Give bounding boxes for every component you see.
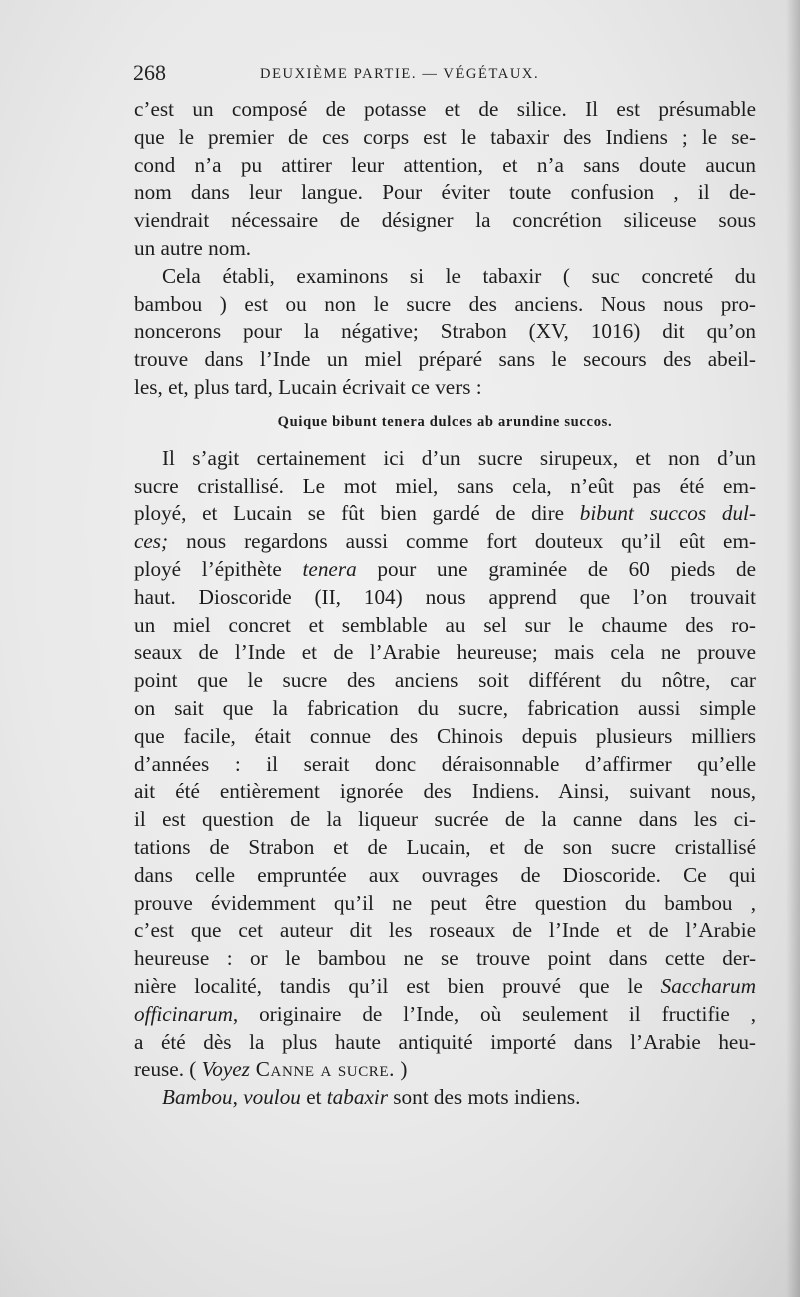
text-run: ) xyxy=(395,1057,408,1082)
italic-text: ces; xyxy=(134,529,169,554)
text-run: sont des mots indiens. xyxy=(388,1085,581,1110)
italic-text: Bambou xyxy=(162,1085,233,1110)
text-run: , xyxy=(232,1085,244,1110)
text-line: dans celle empruntée aux ouvrages de Dioscoride. Ce qui xyxy=(134,862,756,887)
text-line xyxy=(134,1084,756,1112)
text-line: sucre cristallisé. Le mot miel, sans cela, n’eût pas été em- xyxy=(134,473,756,498)
text-run: reuse. ( xyxy=(134,1057,202,1082)
paragraph-3 xyxy=(134,445,756,1084)
text-run: et xyxy=(300,1085,327,1110)
text-line: que le premier de ces corps est le tabaxir des Indiens ; le se- xyxy=(134,124,756,149)
text-line: cond n’a pu attirer leur attention, et n’a sans doute aucun xyxy=(134,152,756,177)
text-line: ait été entièrement ignorée des Indiens. Ainsi, suivant nous, xyxy=(134,779,756,804)
text-line: trouve dans l’Inde un miel préparé sans le secours des abeil- xyxy=(134,347,756,372)
text-line: que facile, était connue des Chinois depuis plusieurs milliers xyxy=(134,723,756,748)
text-line: c’est un composé de potasse et de silice. Il est présumable xyxy=(134,97,756,121)
text-line: a été dès la plus haute antiquité importé dans l’Arabie heu- xyxy=(134,1029,756,1054)
italic-text: voulou xyxy=(243,1085,301,1110)
text-line xyxy=(134,973,756,1001)
text-run: ployé l’épithète xyxy=(134,556,303,581)
text-line xyxy=(134,528,756,556)
text-line: bambou ) est ou non le sucre des anciens. Nous nous pro- xyxy=(134,291,756,316)
text-line: noncerons pour la négative; Strabon (XV, 1016) dit qu’on xyxy=(134,319,756,344)
text-line: haut. Dioscoride (II, 104) nous apprend que l’on trouvait xyxy=(134,584,756,609)
text-line: heureuse : or le bambou ne se trouve point dans cette der- xyxy=(134,946,756,971)
italic-text: tenera xyxy=(302,556,357,581)
cross-reference: Canne a sucre. xyxy=(249,1057,396,1082)
italic-text: Voyez xyxy=(201,1057,250,1082)
text-line: un miel concret et semblable au sel sur le chaume des ro- xyxy=(134,612,756,637)
body-text xyxy=(134,96,756,1112)
text-line xyxy=(134,1056,756,1084)
text-line: il est question de la liqueur sucrée de la canne dans les ci- xyxy=(134,807,756,832)
text-line: on sait que la fabrication du sucre, fabrication aussi simple xyxy=(134,695,756,720)
text-line xyxy=(134,1001,756,1029)
text-line: d’années : il serait donc déraisonnable d’affirmer qu’elle xyxy=(134,751,756,776)
text-line: point que le sucre des anciens soit différent du nôtre, car xyxy=(134,668,756,693)
paragraph-4 xyxy=(134,1084,756,1112)
text-line: c’est que cet auteur dit les roseaux de l’Inde et de l’Arabie xyxy=(134,918,756,943)
text-line: Cela établi, examinons si le tabaxir ( suc concreté du xyxy=(162,263,756,288)
text-line: tations de Strabon et de Lucain, et de son sucre cristallisé xyxy=(134,834,756,859)
text-line: viendrait nécessaire de désigner la concrétion siliceuse sous xyxy=(134,208,756,233)
italic-text: Saccharum xyxy=(660,973,756,998)
paragraph-1 xyxy=(134,96,756,263)
text-line: un autre nom. xyxy=(134,235,252,260)
page-header xyxy=(133,60,733,90)
page-number: 268 xyxy=(133,60,166,85)
text-run: pour une graminée de 60 pieds de xyxy=(356,556,756,581)
italic-text: tabaxir xyxy=(326,1085,388,1110)
text-run: nière localité, tandis qu’il est bien prouvé que le xyxy=(134,973,661,998)
text-line: les, et, plus tard, Lucain écrivait ce vers : xyxy=(134,374,482,399)
text-run: ployé, et Lucain se fût bien gardé de dire xyxy=(134,501,580,526)
italic-text: officinarum xyxy=(134,1001,233,1026)
italic-text: bibunt succos dul- xyxy=(579,501,757,526)
text-run: , originaire de l’Inde, où seulement il fructifie , xyxy=(232,1001,756,1026)
text-line: Il s’agit certainement ici d’un sucre sirupeux, et non d’un xyxy=(162,445,756,470)
text-line: prouve évidemment qu’il ne peut être question du bambou , xyxy=(134,890,756,915)
text-line xyxy=(134,500,756,528)
text-run: nous regardons aussi comme fort douteux qu’il eût em- xyxy=(168,529,756,554)
text-line: seaux de l’Inde et de l’Arabie heureuse; mais cela ne prouve xyxy=(134,640,756,665)
text-line xyxy=(134,556,756,584)
text-line: nom dans leur langue. Pour éviter toute confusion , il de- xyxy=(134,180,756,205)
latin-quote: Quique bibunt tenera dulces ab arundine succos. xyxy=(277,413,613,430)
paragraph-2 xyxy=(134,263,756,402)
running-head: DEUXIÈME PARTIE. — VÉGÉTAUX. xyxy=(260,66,540,82)
